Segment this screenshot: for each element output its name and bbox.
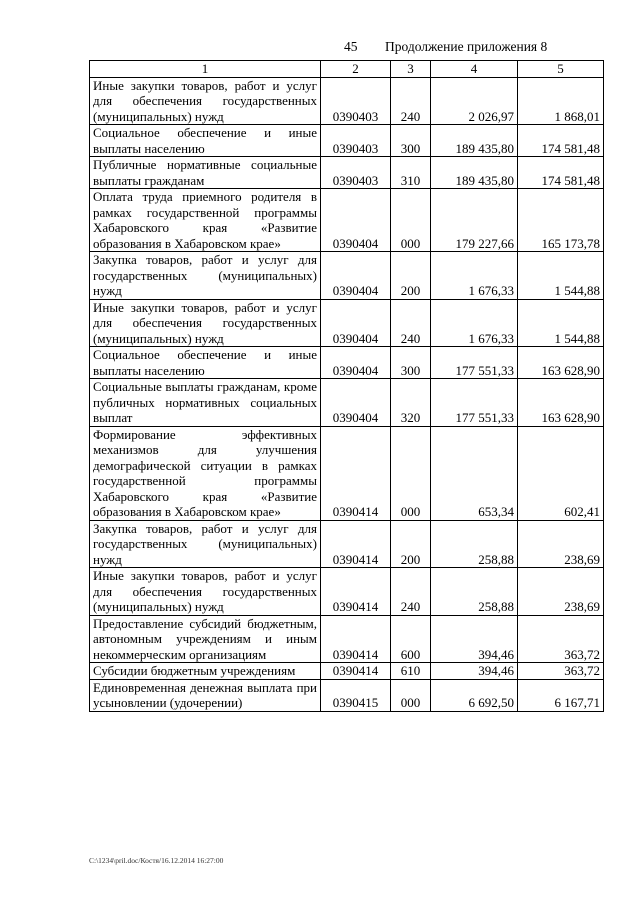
target-article-cell: 0390403: [321, 157, 391, 189]
amount-2015-cell: 258,88: [431, 568, 518, 616]
expense-type-cell: 310: [391, 157, 431, 189]
target-article-cell: 0390403: [321, 125, 391, 157]
file-path-footer: C:\1234\pril.doc/Костя/16.12.2014 16:27:00: [89, 856, 224, 865]
amount-2015-cell: 2 026,97: [431, 77, 518, 125]
table-row: [90, 379, 604, 427]
expense-type-cell: 200: [391, 520, 431, 568]
column-header: 2: [321, 61, 391, 78]
row-name-cell: Единовременная денежная выплата при усыновлении (удочерении): [90, 679, 321, 711]
column-header: 1: [90, 61, 321, 78]
amount-2016-cell: 1 544,88: [518, 299, 604, 347]
amount-2016-cell: 1 868,01: [518, 77, 604, 125]
target-article-cell: 0390404: [321, 189, 391, 252]
row-name-cell: Закупка товаров, работ и услуг для государственных (муниципальных) нужд: [90, 252, 321, 300]
amount-2016-cell: 363,72: [518, 663, 604, 680]
page-number: 45: [344, 39, 358, 54]
expense-type-cell: 000: [391, 426, 431, 520]
amount-2015-cell: 179 227,66: [431, 189, 518, 252]
column-header: 5: [518, 61, 604, 78]
target-article-cell: 0390415: [321, 679, 391, 711]
expense-type-cell: 240: [391, 77, 431, 125]
target-article-cell: 0390404: [321, 299, 391, 347]
expense-type-cell: 600: [391, 615, 431, 663]
expense-type-cell: 610: [391, 663, 431, 680]
target-article-cell: 0390414: [321, 426, 391, 520]
amount-2016-cell: 174 581,48: [518, 157, 604, 189]
row-name-cell: Социальное обеспечение и иные выплаты населению: [90, 347, 321, 379]
row-name-cell: Закупка товаров, работ и услуг для государственных (муниципальных) нужд: [90, 520, 321, 568]
column-header: 4: [431, 61, 518, 78]
amount-2015-cell: 177 551,33: [431, 347, 518, 379]
target-article-cell: 0390414: [321, 663, 391, 680]
table-row: [90, 157, 604, 189]
amount-2016-cell: 163 628,90: [518, 347, 604, 379]
table-row: [90, 520, 604, 568]
row-name-cell: Социальные выплаты гражданам, кроме публичных нормативных социальных выплат: [90, 379, 321, 427]
amount-2015-cell: 653,34: [431, 426, 518, 520]
target-article-cell: 0390414: [321, 568, 391, 616]
target-article-cell: 0390404: [321, 379, 391, 427]
target-article-cell: 0390404: [321, 252, 391, 300]
expense-type-cell: 240: [391, 299, 431, 347]
expense-type-cell: 300: [391, 125, 431, 157]
row-name-cell: Социальное обеспечение и иные выплаты населению: [90, 125, 321, 157]
amount-2015-cell: 1 676,33: [431, 299, 518, 347]
table-row: [90, 679, 604, 711]
amount-2016-cell: 165 173,78: [518, 189, 604, 252]
column-header: 3: [391, 61, 431, 78]
table-row: [90, 125, 604, 157]
amount-2015-cell: 394,46: [431, 615, 518, 663]
row-name-cell: Оплата труда приемного родителя в рамках государственной программы Хабаровского края «Развитие образования в Хабаровском крае»: [90, 189, 321, 252]
amount-2015-cell: 189 435,80: [431, 125, 518, 157]
target-article-cell: 0390414: [321, 520, 391, 568]
amount-2016-cell: 238,69: [518, 520, 604, 568]
row-name-cell: Публичные нормативные социальные выплаты гражданам: [90, 157, 321, 189]
expense-type-cell: 200: [391, 252, 431, 300]
amount-2015-cell: 177 551,33: [431, 379, 518, 427]
expense-type-cell: 300: [391, 347, 431, 379]
table-row: [90, 347, 604, 379]
amount-2016-cell: 363,72: [518, 615, 604, 663]
continuation-label: Продолжение приложения 8: [385, 39, 548, 54]
table-row: [90, 252, 604, 300]
row-name-cell: Иные закупки товаров, работ и услуг для обеспечения государственных (муниципальных) нужд: [90, 568, 321, 616]
target-article-cell: 0390404: [321, 347, 391, 379]
table-row: [90, 299, 604, 347]
table-row: [90, 663, 604, 680]
amount-2016-cell: 238,69: [518, 568, 604, 616]
page-header: [0, 39, 640, 57]
amount-2016-cell: 1 544,88: [518, 252, 604, 300]
amount-2016-cell: 6 167,71: [518, 679, 604, 711]
row-name-cell: Субсидии бюджетным учреждениям: [90, 663, 321, 680]
amount-2015-cell: 394,46: [431, 663, 518, 680]
amount-2015-cell: 1 676,33: [431, 252, 518, 300]
expense-type-cell: 000: [391, 189, 431, 252]
column-number-row: [90, 61, 604, 78]
amount-2016-cell: 602,41: [518, 426, 604, 520]
expense-type-cell: 000: [391, 679, 431, 711]
amount-2016-cell: 163 628,90: [518, 379, 604, 427]
table-row: [90, 189, 604, 252]
row-name-cell: Иные закупки товаров, работ и услуг для обеспечения государственных (муниципальных) нужд: [90, 77, 321, 125]
amount-2015-cell: 258,88: [431, 520, 518, 568]
table-row: [90, 426, 604, 520]
table-row: [90, 615, 604, 663]
expense-type-cell: 320: [391, 379, 431, 427]
target-article-cell: 0390403: [321, 77, 391, 125]
table-row: [90, 77, 604, 125]
expense-type-cell: 240: [391, 568, 431, 616]
row-name-cell: Формирование эффективных механизмов для улучшения демографической ситуации в рамках государственной программы Хабаровского края «Развитие образования в Хабаровском крае»: [90, 426, 321, 520]
budget-table: [89, 60, 604, 712]
table-row: [90, 568, 604, 616]
amount-2015-cell: 6 692,50: [431, 679, 518, 711]
amount-2015-cell: 189 435,80: [431, 157, 518, 189]
amount-2016-cell: 174 581,48: [518, 125, 604, 157]
row-name-cell: Предоставление субсидий бюджетным, автономным учреждениям и иным некоммерческим организациям: [90, 615, 321, 663]
target-article-cell: 0390414: [321, 615, 391, 663]
row-name-cell: Иные закупки товаров, работ и услуг для обеспечения государственных (муниципальных) нужд: [90, 299, 321, 347]
